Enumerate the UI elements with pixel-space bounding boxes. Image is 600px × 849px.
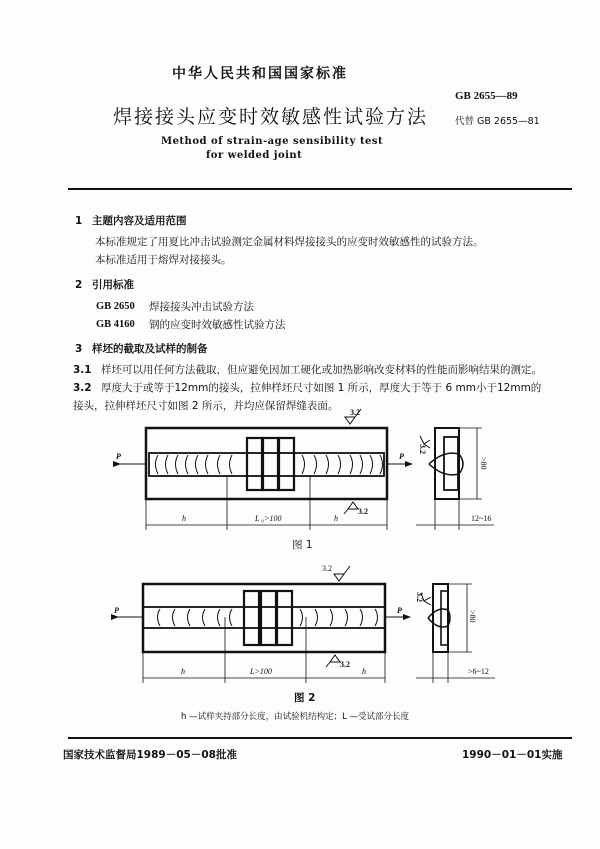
- reference-title: 焊接接头冲击试验方法: [149, 301, 254, 313]
- load-label: P: [116, 452, 121, 461]
- roughness-symbol-icon: [326, 655, 340, 667]
- section-3-number: 3: [75, 343, 83, 355]
- english-title-line1: Method of strain-age sensibility test: [161, 136, 384, 147]
- reference-title: 钢的应变时效敏感性试验方法: [149, 319, 286, 331]
- roughness-symbol-icon: [344, 502, 358, 514]
- test-length-label: L ₀>100: [255, 514, 282, 523]
- load-label: P: [114, 606, 119, 615]
- side-view-outline: [435, 428, 459, 499]
- national-standard-heading: 中华人民共和国国家标准: [172, 66, 348, 82]
- test-piece: [244, 591, 259, 645]
- document-title: 焊接接头应变时效敏感性试验方法: [113, 106, 429, 128]
- weld-ripples: [158, 609, 378, 626]
- weld-bead: [143, 607, 385, 628]
- specimen-blank-outline: [143, 584, 385, 652]
- reference-code: GB 4160: [96, 319, 135, 330]
- clause-3-1-number: 3.1: [73, 364, 92, 376]
- clause-3-2-text: 厚度大于或等于12mm的接头，拉伸样坯尺寸如图 1 所示，厚度大于等于 6 mm小于12mm的: [101, 382, 542, 394]
- section-2-heading: 引用标准: [92, 279, 134, 291]
- roughness-label: 3.2: [322, 564, 332, 573]
- roughness-symbol-icon: [334, 566, 350, 581]
- section-1-paragraph-1: 本标准规定了用夏比冲击试验测定金属材料焊接接头的应变时效敏感性的试验方法。: [95, 236, 484, 248]
- roughness-label: 3.2: [358, 507, 368, 516]
- section-1-heading: 主题内容及适用范围: [92, 215, 187, 227]
- weld-bead: [149, 453, 384, 476]
- clause-3-1-text: 样坯可以用任何方法截取，但应避免因加工硬化或加热影响改变材料的性能而影响结果的测定。: [101, 364, 542, 376]
- height-label: >80: [479, 457, 488, 470]
- reference-code: GB 2650: [96, 301, 135, 312]
- clause-3-2-number: 3.2: [73, 382, 92, 394]
- roughness-label: 3.2: [350, 408, 360, 417]
- figure-1: [120, 409, 494, 530]
- figure-1-caption: 图 1: [292, 539, 313, 551]
- effective-date: 1990－01－01实施: [462, 749, 563, 761]
- grip-length-label: h: [362, 667, 366, 676]
- load-label: P: [399, 452, 404, 461]
- figure-2-note: h —试样夹持部分长度，由试验机结构定；L —受试部分长度: [181, 712, 410, 722]
- test-piece: [279, 438, 294, 490]
- load-label: P: [397, 606, 402, 615]
- figure-2-caption: 图 2: [294, 692, 316, 704]
- section-1-paragraph-2: 本标准适用于熔焊对接接头。: [95, 254, 232, 266]
- test-piece: [277, 591, 292, 645]
- thickness-label: >6~12: [468, 667, 489, 676]
- section-1-number: 1: [75, 215, 83, 227]
- roughness-label: 3.2: [415, 592, 424, 602]
- section-3-heading: 样坯的截取及试样的制备: [92, 343, 208, 355]
- roughness-label: 3.2: [340, 660, 350, 669]
- approval-date: 国家技术监督局1989－05－08批准: [63, 749, 237, 761]
- standard-code: GB 2655—89: [455, 90, 518, 102]
- english-title-line2: for welded joint: [206, 150, 303, 161]
- grip-length-label: h: [181, 667, 185, 676]
- test-piece: [263, 438, 278, 490]
- height-label: >80: [468, 610, 477, 623]
- grip-length-label: h: [182, 514, 186, 523]
- test-piece: [261, 591, 276, 645]
- figure-2: [118, 566, 495, 683]
- test-length-label: L>100: [250, 667, 272, 676]
- replaces-note: 代替 GB 2655—81: [455, 116, 540, 127]
- weld-ripples: [156, 455, 383, 474]
- section-2-number: 2: [75, 279, 83, 291]
- thickness-label: 12~16: [471, 514, 492, 523]
- roughness-label: 3.2: [418, 444, 427, 454]
- clause-3-2-text-continued: 接头，拉伸样坯尺寸如图 2 所示，并均应保留焊缝表面。: [73, 400, 339, 412]
- test-piece: [247, 438, 262, 490]
- grip-length-label: h: [334, 514, 338, 523]
- footer-divider: [68, 737, 572, 739]
